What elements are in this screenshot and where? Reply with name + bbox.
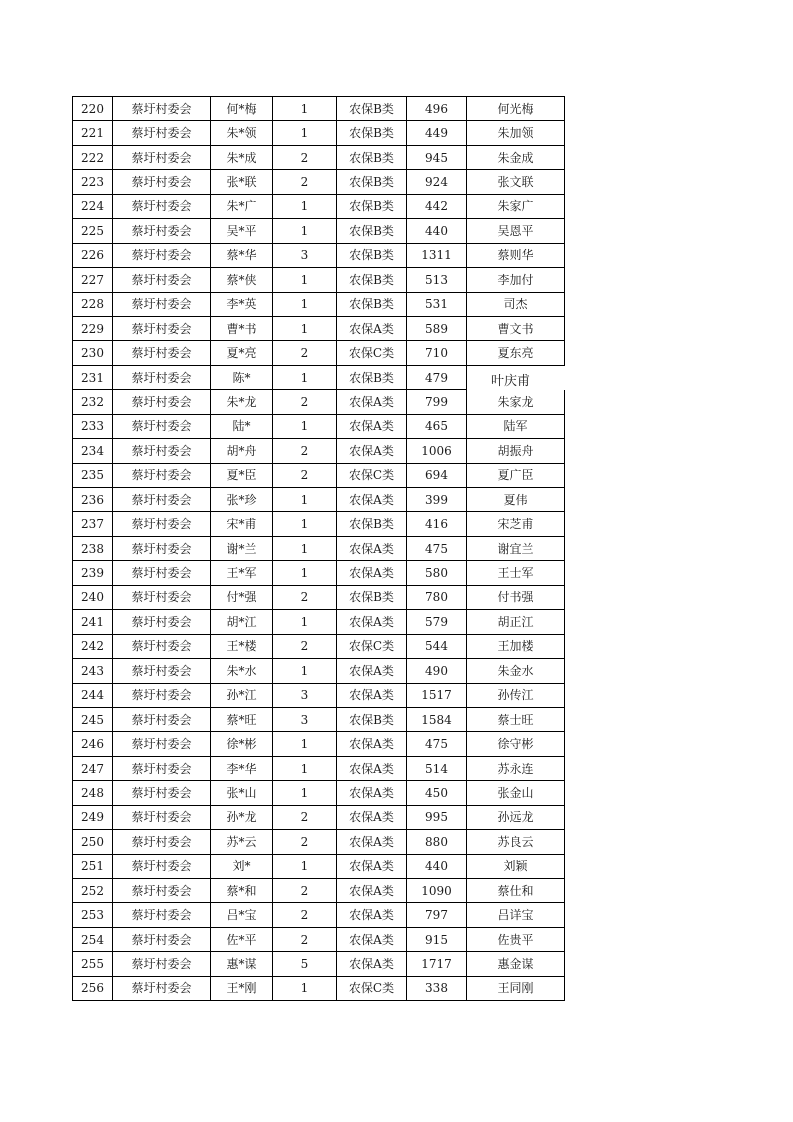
insurance-type-cell: 农保B类	[337, 170, 407, 194]
row-number-cell: 220	[73, 97, 113, 121]
masked-name-cell: 蔡*旺	[211, 707, 273, 731]
household-count-cell: 2	[273, 830, 337, 854]
masked-name-cell: 孙*龙	[211, 805, 273, 829]
insurance-type-cell: 农保B类	[337, 585, 407, 609]
village-cell: 蔡圩村委会	[113, 585, 211, 609]
village-cell: 蔡圩村委会	[113, 976, 211, 1000]
full-name-cell: 夏伟	[467, 488, 565, 512]
row-number-cell: 253	[73, 903, 113, 927]
village-cell: 蔡圩村委会	[113, 316, 211, 340]
table-row	[73, 194, 565, 218]
insurance-type-cell: 农保A类	[337, 536, 407, 560]
table-row	[73, 732, 565, 756]
full-name-cell: 夏广臣	[467, 463, 565, 487]
masked-name-cell: 朱*水	[211, 659, 273, 683]
insurance-type-cell: 农保B类	[337, 97, 407, 121]
table-row	[73, 536, 565, 560]
full-name-cell: 朱家广	[467, 194, 565, 218]
household-count-cell: 1	[273, 194, 337, 218]
row-number-cell: 233	[73, 414, 113, 438]
row-number-cell: 226	[73, 243, 113, 267]
row-number-cell: 231	[73, 365, 113, 389]
table-row	[73, 927, 565, 951]
amount-cell: 995	[407, 805, 467, 829]
amount-cell: 465	[407, 414, 467, 438]
village-cell: 蔡圩村委会	[113, 365, 211, 389]
village-cell: 蔡圩村委会	[113, 683, 211, 707]
insurance-type-cell: 农保B类	[337, 121, 407, 145]
table-row	[73, 145, 565, 169]
amount-cell: 1090	[407, 879, 467, 903]
household-count-cell: 1	[273, 488, 337, 512]
household-count-cell: 2	[273, 634, 337, 658]
household-count-cell: 1	[273, 610, 337, 634]
household-count-cell: 1	[273, 414, 337, 438]
amount-cell: 475	[407, 536, 467, 560]
full-name-cell: 谢宜兰	[467, 536, 565, 560]
village-cell: 蔡圩村委会	[113, 732, 211, 756]
household-count-cell: 1	[273, 365, 337, 389]
table-row	[73, 903, 565, 927]
full-name-cell: 朱加领	[467, 121, 565, 145]
row-number-cell: 228	[73, 292, 113, 316]
insurance-type-cell: 农保B类	[337, 268, 407, 292]
insurance-type-cell: 农保B类	[337, 512, 407, 536]
table-row	[73, 439, 565, 463]
masked-name-cell: 李*华	[211, 756, 273, 780]
row-number-cell: 246	[73, 732, 113, 756]
village-cell: 蔡圩村委会	[113, 488, 211, 512]
insurance-type-cell: 农保A类	[337, 561, 407, 585]
household-count-cell: 2	[273, 585, 337, 609]
roster-table	[72, 96, 565, 1001]
masked-name-cell: 吴*平	[211, 219, 273, 243]
amount-cell: 440	[407, 854, 467, 878]
table-row	[73, 585, 565, 609]
full-name-cell: 蔡则华	[467, 243, 565, 267]
amount-cell: 531	[407, 292, 467, 316]
insurance-type-cell: 农保A类	[337, 414, 407, 438]
table-row	[73, 854, 565, 878]
amount-cell: 514	[407, 756, 467, 780]
household-count-cell: 2	[273, 903, 337, 927]
masked-name-cell: 陆*	[211, 414, 273, 438]
table-row	[73, 781, 565, 805]
row-number-cell: 237	[73, 512, 113, 536]
amount-cell: 440	[407, 219, 467, 243]
village-cell: 蔡圩村委会	[113, 268, 211, 292]
table-row	[73, 121, 565, 145]
table-row	[73, 610, 565, 634]
household-count-cell: 1	[273, 219, 337, 243]
full-name-cell: 朱家龙	[467, 390, 565, 414]
insurance-type-cell: 农保A类	[337, 488, 407, 512]
household-count-cell: 1	[273, 97, 337, 121]
full-name-cell: 付书强	[467, 585, 565, 609]
table-row	[73, 805, 565, 829]
table-row	[73, 414, 565, 438]
village-cell: 蔡圩村委会	[113, 439, 211, 463]
village-cell: 蔡圩村委会	[113, 121, 211, 145]
full-name-cell: 孙远龙	[467, 805, 565, 829]
household-count-cell: 5	[273, 952, 337, 976]
village-cell: 蔡圩村委会	[113, 927, 211, 951]
insurance-type-cell: 农保C类	[337, 463, 407, 487]
amount-cell: 797	[407, 903, 467, 927]
row-number-cell: 247	[73, 756, 113, 780]
table-row	[73, 463, 565, 487]
amount-cell: 579	[407, 610, 467, 634]
amount-cell: 710	[407, 341, 467, 365]
masked-name-cell: 张*珍	[211, 488, 273, 512]
masked-name-cell: 张*联	[211, 170, 273, 194]
full-name-cell: 张金山	[467, 781, 565, 805]
amount-cell: 880	[407, 830, 467, 854]
insurance-type-cell: 农保C类	[337, 976, 407, 1000]
masked-name-cell: 徐*彬	[211, 732, 273, 756]
masked-name-cell: 佐*平	[211, 927, 273, 951]
full-name-cell: 司杰	[467, 292, 565, 316]
full-name-cell: 李加付	[467, 268, 565, 292]
overlay-name-text: 叶庆甫	[491, 374, 531, 389]
village-cell: 蔡圩村委会	[113, 414, 211, 438]
row-number-cell: 242	[73, 634, 113, 658]
masked-name-cell: 谢*兰	[211, 536, 273, 560]
amount-cell: 513	[407, 268, 467, 292]
amount-cell: 338	[407, 976, 467, 1000]
row-number-cell: 252	[73, 879, 113, 903]
full-name-cell: 孙传江	[467, 683, 565, 707]
insurance-type-cell: 农保A类	[337, 439, 407, 463]
insurance-type-cell: 农保A类	[337, 879, 407, 903]
amount-cell: 496	[407, 97, 467, 121]
row-number-cell: 227	[73, 268, 113, 292]
full-name-cell: 何光梅	[467, 97, 565, 121]
full-name-cell: 刘颖	[467, 854, 565, 878]
row-number-cell: 236	[73, 488, 113, 512]
amount-cell: 490	[407, 659, 467, 683]
household-count-cell: 2	[273, 341, 337, 365]
village-cell: 蔡圩村委会	[113, 536, 211, 560]
masked-name-cell: 蔡*侠	[211, 268, 273, 292]
household-count-cell: 1	[273, 292, 337, 316]
masked-name-cell: 付*强	[211, 585, 273, 609]
masked-name-cell: 苏*云	[211, 830, 273, 854]
amount-cell: 780	[407, 585, 467, 609]
row-number-cell: 250	[73, 830, 113, 854]
village-cell: 蔡圩村委会	[113, 512, 211, 536]
table-row	[73, 756, 565, 780]
row-number-cell: 223	[73, 170, 113, 194]
row-number-cell: 248	[73, 781, 113, 805]
household-count-cell: 2	[273, 927, 337, 951]
table-row	[73, 976, 565, 1000]
row-number-cell: 230	[73, 341, 113, 365]
amount-cell: 1006	[407, 439, 467, 463]
table-row	[73, 316, 565, 340]
household-count-cell: 2	[273, 170, 337, 194]
insurance-type-cell: 农保B类	[337, 219, 407, 243]
amount-cell: 915	[407, 927, 467, 951]
full-name-cell: 吴恩平	[467, 219, 565, 243]
household-count-cell: 1	[273, 976, 337, 1000]
full-name-cell: 朱金水	[467, 659, 565, 683]
village-cell: 蔡圩村委会	[113, 781, 211, 805]
full-name-cell: 王加楼	[467, 634, 565, 658]
row-number-cell: 245	[73, 707, 113, 731]
table-row	[73, 170, 565, 194]
household-count-cell: 2	[273, 879, 337, 903]
insurance-type-cell: 农保A类	[337, 952, 407, 976]
row-number-cell: 225	[73, 219, 113, 243]
amount-cell: 479	[407, 365, 467, 389]
amount-cell: 580	[407, 561, 467, 585]
masked-name-cell: 何*梅	[211, 97, 273, 121]
masked-name-cell: 夏*亮	[211, 341, 273, 365]
household-count-cell: 2	[273, 145, 337, 169]
amount-cell: 544	[407, 634, 467, 658]
table-row	[73, 243, 565, 267]
full-name-cell: 佐贵平	[467, 927, 565, 951]
masked-name-cell: 李*英	[211, 292, 273, 316]
insurance-type-cell: 农保A类	[337, 610, 407, 634]
amount-cell: 416	[407, 512, 467, 536]
full-name-cell: 蔡士旺	[467, 707, 565, 731]
masked-name-cell: 孙*江	[211, 683, 273, 707]
row-number-cell: 221	[73, 121, 113, 145]
table-row	[73, 879, 565, 903]
table-row	[73, 97, 565, 121]
village-cell: 蔡圩村委会	[113, 610, 211, 634]
household-count-cell: 1	[273, 512, 337, 536]
insurance-type-cell: 农保A类	[337, 830, 407, 854]
insurance-type-cell: 农保A类	[337, 756, 407, 780]
insurance-type-cell: 农保A类	[337, 683, 407, 707]
full-name-cell: 王士军	[467, 561, 565, 585]
row-number-cell: 254	[73, 927, 113, 951]
insurance-type-cell: 农保A类	[337, 903, 407, 927]
full-name-cell: 惠金谋	[467, 952, 565, 976]
household-count-cell: 1	[273, 732, 337, 756]
table-row	[73, 683, 565, 707]
village-cell: 蔡圩村委会	[113, 952, 211, 976]
masked-name-cell: 胡*江	[211, 610, 273, 634]
village-cell: 蔡圩村委会	[113, 341, 211, 365]
amount-cell: 1517	[407, 683, 467, 707]
insurance-type-cell: 农保B类	[337, 707, 407, 731]
village-cell: 蔡圩村委会	[113, 634, 211, 658]
row-number-cell: 249	[73, 805, 113, 829]
village-cell: 蔡圩村委会	[113, 879, 211, 903]
table-row	[73, 707, 565, 731]
household-count-cell: 2	[273, 805, 337, 829]
village-cell: 蔡圩村委会	[113, 707, 211, 731]
row-number-cell: 229	[73, 316, 113, 340]
village-cell: 蔡圩村委会	[113, 463, 211, 487]
table-row	[73, 390, 565, 414]
insurance-type-cell: 农保C类	[337, 634, 407, 658]
insurance-type-cell: 农保A类	[337, 805, 407, 829]
full-name-cell: 胡振舟	[467, 439, 565, 463]
household-count-cell: 1	[273, 536, 337, 560]
row-number-cell: 238	[73, 536, 113, 560]
full-name-cell: 夏东亮	[467, 341, 565, 365]
village-cell: 蔡圩村委会	[113, 390, 211, 414]
insurance-type-cell: 农保A类	[337, 659, 407, 683]
row-number-cell: 251	[73, 854, 113, 878]
full-name-cell: 王同刚	[467, 976, 565, 1000]
table-row	[73, 634, 565, 658]
insurance-type-cell: 农保A类	[337, 316, 407, 340]
insurance-type-cell: 农保C类	[337, 341, 407, 365]
masked-name-cell: 王*楼	[211, 634, 273, 658]
roster-table-body	[73, 97, 565, 1001]
table-row	[73, 561, 565, 585]
row-number-cell: 241	[73, 610, 113, 634]
village-cell: 蔡圩村委会	[113, 243, 211, 267]
village-cell: 蔡圩村委会	[113, 903, 211, 927]
masked-name-cell: 曹*书	[211, 316, 273, 340]
row-number-cell: 240	[73, 585, 113, 609]
village-cell: 蔡圩村委会	[113, 756, 211, 780]
village-cell: 蔡圩村委会	[113, 145, 211, 169]
full-name-cell: 蔡仕和	[467, 879, 565, 903]
household-count-cell: 1	[273, 121, 337, 145]
household-count-cell: 1	[273, 268, 337, 292]
household-count-cell: 1	[273, 659, 337, 683]
masked-name-cell: 朱*成	[211, 145, 273, 169]
table-row	[73, 659, 565, 683]
masked-name-cell: 朱*广	[211, 194, 273, 218]
row-number-cell: 234	[73, 439, 113, 463]
masked-name-cell: 惠*谋	[211, 952, 273, 976]
masked-name-cell: 宋*甫	[211, 512, 273, 536]
household-count-cell: 1	[273, 316, 337, 340]
full-name-cell: 吕详宝	[467, 903, 565, 927]
amount-cell: 924	[407, 170, 467, 194]
household-count-cell: 1	[273, 781, 337, 805]
village-cell: 蔡圩村委会	[113, 659, 211, 683]
row-number-cell: 222	[73, 145, 113, 169]
amount-cell: 450	[407, 781, 467, 805]
row-number-cell: 235	[73, 463, 113, 487]
masked-name-cell: 夏*臣	[211, 463, 273, 487]
village-cell: 蔡圩村委会	[113, 194, 211, 218]
amount-cell: 694	[407, 463, 467, 487]
masked-name-cell: 王*军	[211, 561, 273, 585]
household-count-cell: 1	[273, 756, 337, 780]
full-name-cell: 朱金成	[467, 145, 565, 169]
table-row	[73, 219, 565, 243]
full-name-cell: 徐守彬	[467, 732, 565, 756]
full-name-cell: 宋芝甫	[467, 512, 565, 536]
table-row	[73, 830, 565, 854]
table-row	[73, 952, 565, 976]
full-name-cell: 苏永连	[467, 756, 565, 780]
full-name-cell: 陆军	[467, 414, 565, 438]
amount-cell: 442	[407, 194, 467, 218]
insurance-type-cell: 农保A类	[337, 781, 407, 805]
household-count-cell: 3	[273, 243, 337, 267]
village-cell: 蔡圩村委会	[113, 805, 211, 829]
masked-name-cell: 朱*领	[211, 121, 273, 145]
amount-cell: 399	[407, 488, 467, 512]
household-count-cell: 3	[273, 683, 337, 707]
full-name-cell: 张文联	[467, 170, 565, 194]
amount-cell: 1717	[407, 952, 467, 976]
village-cell: 蔡圩村委会	[113, 170, 211, 194]
amount-cell: 945	[407, 145, 467, 169]
masked-name-cell: 王*刚	[211, 976, 273, 1000]
masked-name-cell: 胡*舟	[211, 439, 273, 463]
village-cell: 蔡圩村委会	[113, 561, 211, 585]
row-number-cell: 232	[73, 390, 113, 414]
household-count-cell: 3	[273, 707, 337, 731]
row-number-cell: 244	[73, 683, 113, 707]
amount-cell: 589	[407, 316, 467, 340]
household-count-cell: 1	[273, 854, 337, 878]
amount-cell: 449	[407, 121, 467, 145]
row-number-cell: 256	[73, 976, 113, 1000]
masked-name-cell: 刘*	[211, 854, 273, 878]
full-name-cell: 苏良云	[467, 830, 565, 854]
table-row	[73, 488, 565, 512]
insurance-type-cell: 农保B类	[337, 365, 407, 389]
row-number-cell: 224	[73, 194, 113, 218]
insurance-type-cell: 农保A类	[337, 390, 407, 414]
amount-cell: 1584	[407, 707, 467, 731]
row-number-cell: 255	[73, 952, 113, 976]
full-name-cell: 曹文书	[467, 316, 565, 340]
household-count-cell: 2	[273, 390, 337, 414]
village-cell: 蔡圩村委会	[113, 219, 211, 243]
insurance-type-cell: 农保B类	[337, 194, 407, 218]
table-row	[73, 341, 565, 365]
insurance-type-cell: 农保A类	[337, 854, 407, 878]
insurance-type-cell: 农保B类	[337, 145, 407, 169]
masked-name-cell: 朱*龙	[211, 390, 273, 414]
masked-name-cell: 张*山	[211, 781, 273, 805]
table-row	[73, 512, 565, 536]
insurance-type-cell: 农保A类	[337, 927, 407, 951]
insurance-type-cell: 农保B类	[337, 292, 407, 316]
masked-name-cell: 陈*	[211, 365, 273, 389]
village-cell: 蔡圩村委会	[113, 830, 211, 854]
amount-cell: 799	[407, 390, 467, 414]
full-name-cell: 胡正江	[467, 610, 565, 634]
amount-cell: 1311	[407, 243, 467, 267]
masked-name-cell: 蔡*华	[211, 243, 273, 267]
village-cell: 蔡圩村委会	[113, 97, 211, 121]
row-number-cell: 243	[73, 659, 113, 683]
insurance-type-cell: 农保B类	[337, 243, 407, 267]
village-cell: 蔡圩村委会	[113, 292, 211, 316]
insurance-type-cell: 农保A类	[337, 732, 407, 756]
household-count-cell: 1	[273, 561, 337, 585]
household-count-cell: 2	[273, 439, 337, 463]
table-row	[73, 292, 565, 316]
masked-name-cell: 蔡*和	[211, 879, 273, 903]
household-count-cell: 2	[273, 463, 337, 487]
masked-name-cell: 吕*宝	[211, 903, 273, 927]
row-number-cell: 239	[73, 561, 113, 585]
amount-cell: 475	[407, 732, 467, 756]
table-row	[73, 268, 565, 292]
village-cell: 蔡圩村委会	[113, 854, 211, 878]
